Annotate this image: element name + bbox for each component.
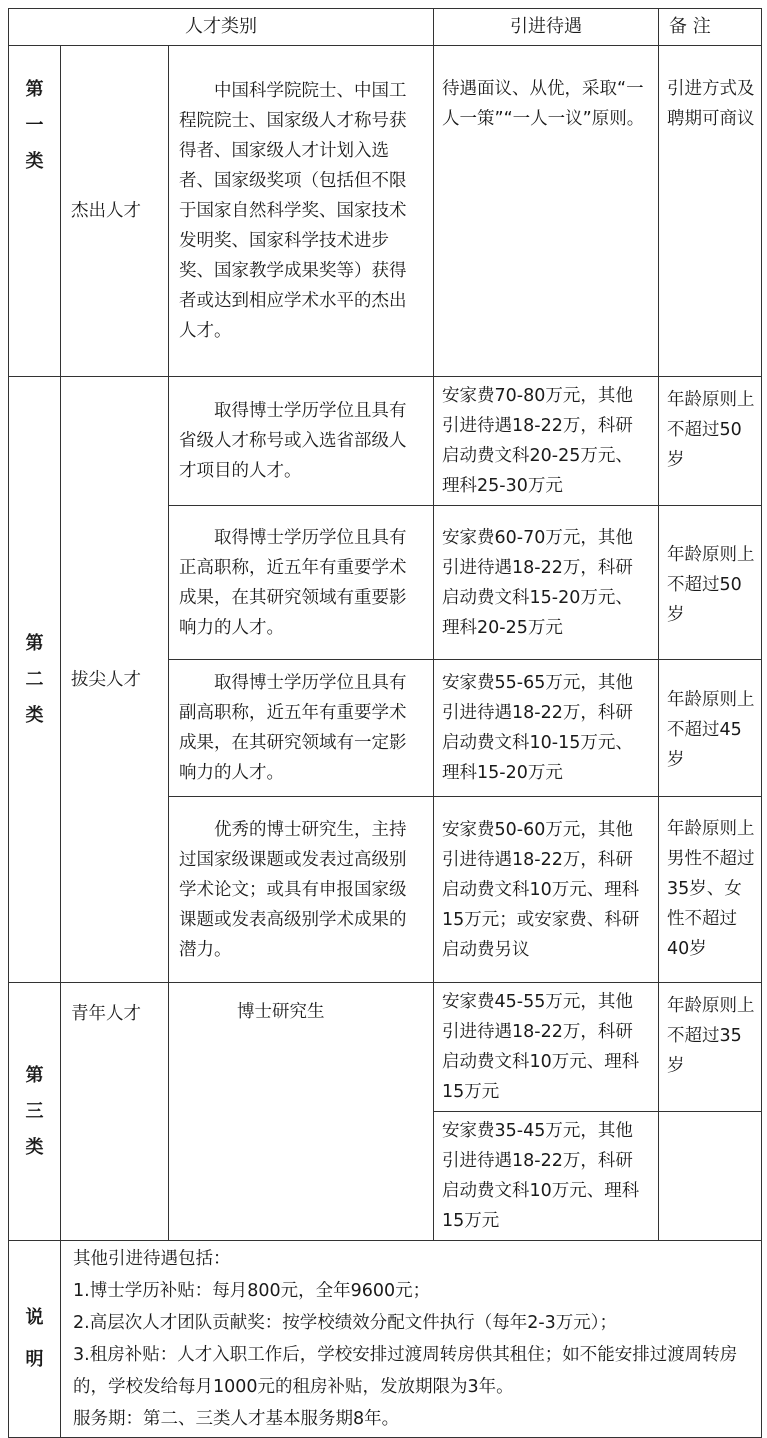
condition-c3: 博士研究生	[169, 983, 434, 1241]
explain-label-text: 说明	[25, 1307, 44, 1370]
row-c1	[9, 46, 762, 377]
condition-c2-r3: 取得博士学历学位且具有副高职称，近五年有重要学术成果，在其研究领域有一定影响力的人才。	[169, 660, 434, 797]
treatment-c2-r1: 安家费70-80万元，其他引进待遇18-22万，科研启动费文科20-25万元、理科25-30万元	[434, 377, 659, 506]
talent-type-c1: 杰出人才	[61, 46, 169, 377]
explain-content	[61, 1241, 762, 1438]
header-remark: 备 注	[659, 9, 762, 46]
explain-line-1: 1.博士学历补贴：每月800元，全年9600元；	[73, 1281, 431, 1301]
remark-c2-r2: 年龄原则上不超过50岁	[659, 506, 762, 660]
remark-c3-r2	[659, 1112, 762, 1241]
talent-type-c2: 拔尖人才	[61, 377, 169, 983]
row-c2-r1	[9, 377, 762, 506]
remark-c3-r1: 年龄原则上不超过35岁	[659, 983, 762, 1112]
explain-line-2: 2.高层次人才团队贡献奖：按学校绩效分配文件执行（每年2-3万元）；	[73, 1313, 618, 1333]
remark-c1: 引进方式及聘期可商议	[659, 46, 762, 377]
category-text-c3: 第三类	[25, 1064, 44, 1158]
explain-label	[9, 1241, 61, 1438]
header-row	[9, 9, 762, 46]
treatment-c1: 待遇面议、从优，采取“一人一策”“一人一议”原则。	[434, 46, 659, 377]
category-label-c2	[9, 377, 61, 983]
header-category: 人才类别	[9, 9, 434, 46]
condition-c2-r1: 取得博士学历学位且具有省级人才称号或入选省部级人才项目的人才。	[169, 377, 434, 506]
talent-policy-table	[8, 8, 762, 1438]
treatment-c3-r2: 安家费35-45万元，其他引进待遇18-22万，科研启动费文科10万元、理科15万元	[434, 1112, 659, 1241]
category-text-c1: 第一类	[25, 79, 44, 172]
talent-table-container	[8, 8, 761, 1438]
explain-line-0: 其他引进待遇包括：	[73, 1249, 231, 1269]
remark-c2-r4: 年龄原则上男性不超过35岁、女性不超过40岁	[659, 797, 762, 983]
remark-c2-r3: 年龄原则上不超过45岁	[659, 660, 762, 797]
condition-c2-r2: 取得博士学历学位且具有正高职称，近五年有重要学术成果，在其研究领域有重要影响力的人才。	[169, 506, 434, 660]
treatment-c2-r3: 安家费55-65万元，其他引进待遇18-22万，科研启动费文科10-15万元、理科15-20万元	[434, 660, 659, 797]
category-label-c3	[9, 983, 61, 1241]
treatment-c2-r2: 安家费60-70万元，其他引进待遇18-22万，科研启动费文科15-20万元、理科20-25万元	[434, 506, 659, 660]
category-text-c2: 第二类	[25, 632, 44, 726]
header-treatment: 引进待遇	[434, 9, 659, 46]
explain-line-4: 服务期：第二、三类人才基本服务期8年。	[73, 1409, 400, 1429]
category-label-c1	[9, 46, 61, 377]
condition-c1: 中国科学院院士、中国工程院院士、国家级人才称号获得者、国家级人才计划入选者、国家级奖项（包括但不限于国家自然科学奖、国家技术发明奖、国家科学技术进步奖、国家教学成果奖等）获得者或达到相应学术水平的杰出人才。	[169, 46, 434, 377]
row-c3-r1	[9, 983, 762, 1112]
explain-line-3: 3.租房补贴：人才入职工作后，学校安排过渡周转房供其租住；如不能安排过渡周转房的，学校发给每月1000元的租房补贴，发放期限为3年。	[73, 1345, 738, 1397]
talent-type-c3: 青年人才	[61, 983, 169, 1241]
treatment-c2-r4: 安家费50-60万元，其他引进待遇18-22万，科研启动费文科10万元、理科15万元；或安家费、科研启动费另议	[434, 797, 659, 983]
treatment-c3-r1: 安家费45-55万元，其他引进待遇18-22万，科研启动费文科10万元、理科15万元	[434, 983, 659, 1112]
condition-c2-r4: 优秀的博士研究生，主持过国家级课题或发表过高级别学术论文；或具有申报国家级课题或发表高级别学术成果的潜力。	[169, 797, 434, 983]
remark-c2-r1: 年龄原则上不超过50岁	[659, 377, 762, 506]
row-explain	[9, 1241, 762, 1438]
